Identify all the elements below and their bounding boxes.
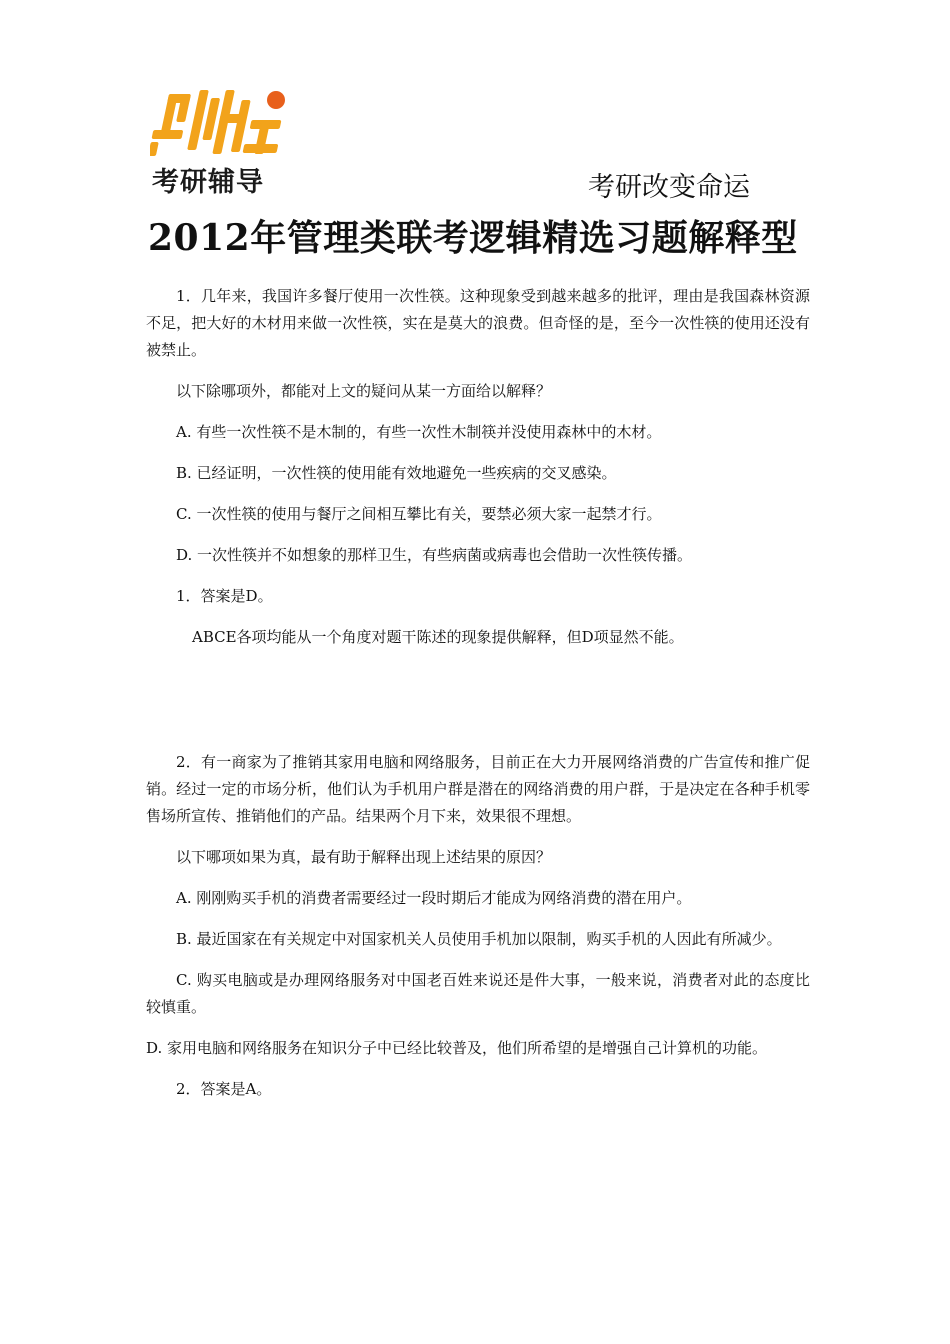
q2-stem: 2．有一商家为了推销其家用电脑和网络服务，目前正在大力开展网络消费的广告宣传和推广促销。经过一定的市场分析，他们认为手机用户群是潜在的网络消费的用户群，于是决定在各种手机零售场所宣传、推销他们的产品。结果两个月下来，效果很不理想。 xyxy=(146,753,810,825)
logo-caption: 考研辅导 xyxy=(152,167,264,198)
q1-answer: 1．答案是D。 xyxy=(176,587,273,605)
document-body xyxy=(146,283,810,1103)
q1-option-a: A. 有些一次性筷不是木制的，有些一次性木制筷并没使用森林中的木材。 xyxy=(176,423,662,441)
q1-option-d: D. 一次性筷并不如想象的那样卫生，有些病菌或病毒也会借助一次性筷传播。 xyxy=(176,546,693,564)
document-title: 2012年管理类联考逻辑精选习题解释型 xyxy=(148,217,798,259)
q2-option-a: A. 刚刚购买手机的消费者需要经过一段时期后才能成为网络消费的潜在用户。 xyxy=(176,889,692,907)
q1-option-b: B. 已经证明，一次性筷的使用能有效地避免一些疾病的交叉感染。 xyxy=(176,464,617,482)
q2-option-d: D. 家用电脑和网络服务在知识分子中已经比较普及，他们所希望的是增强自己计算机的功能。 xyxy=(146,1039,768,1057)
slogan: 考研改变命运 xyxy=(588,172,750,203)
q2-answer: 2．答案是A。 xyxy=(176,1080,272,1098)
q1-explanation: ABCE各项均能从一个角度对题干陈述的现象提供解释，但D项显然不能。 xyxy=(192,628,684,646)
q2-option-b: B. 最近国家在有关规定中对国家机关人员使用手机加以限制，购买手机的人因此有所减少。 xyxy=(176,930,782,948)
q2-question: 以下哪项如果为真，最有助于解释出现上述结果的原因？ xyxy=(176,848,552,866)
q1-question: 以下除哪项外，都能对上文的疑问从某一方面给以解释？ xyxy=(176,382,552,400)
q2-option-c: C. 购买电脑或是办理网络服务对中国老百姓来说还是件大事，一般来说，消费者对此的态度比较慎重。 xyxy=(146,971,810,1016)
q1-option-c: C. 一次性筷的使用与餐厅之间相互攀比有关，要禁必须大家一起禁才行。 xyxy=(176,505,662,523)
q1-stem: 1．几年来，我国许多餐厅使用一次性筷。这种现象受到越来越多的批评，理由是我国森林资源不足，把大好的木材用来做一次性筷，实在是莫大的浪费。但奇怪的是，至今一次性筷的使用还没有被禁止。 xyxy=(146,287,810,359)
brand-logo xyxy=(150,80,300,198)
logo-mark-icon xyxy=(150,80,300,160)
